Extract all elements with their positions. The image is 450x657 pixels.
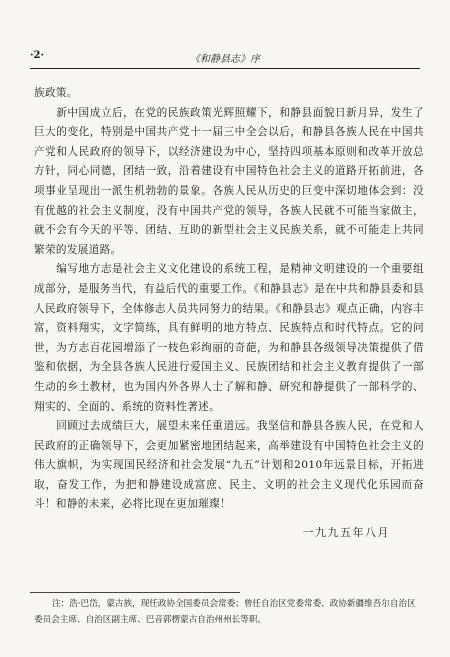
header-rule — [30, 68, 420, 69]
footnote-rule — [30, 592, 240, 593]
footnote-text: 注：浩·巴岱，蒙古族，现任政协全国委员会常委；曾任自治区党委常委、政协新疆维吾尔自治区委员会主席、自治区副主席、巴音郭楞蒙古自治州州长等职。 — [34, 599, 416, 625]
signature-date: 一九九五年八月 — [302, 526, 390, 539]
page-header — [30, 50, 420, 66]
preface-body — [34, 84, 424, 515]
footnote — [34, 597, 424, 628]
running-title: 《和静县志》序 — [190, 54, 260, 65]
paragraph: 回顾过去成绩巨大，展望未来任重道远。我坚信和静县各族人民，在党和人民政府的正确领导下，会更加紧密地团结起来，高举建设有中国特色社会主义的伟大旗帜，为实现国民经济和社会发展“九五”计划和2010年远景目标，开拓进取，奋发工作，为把和静建设成富庶、民主、文明的社会主义现代化乐园而奋斗！和静的未来，必将比现在更加璀璨！ — [34, 420, 424, 511]
paragraph-continuation: 族政策。 — [34, 87, 78, 99]
paragraph: 编写地方志是社会主义文化建设的系统工程，是精神文明建设的一个重要组成部分，是服务当代，有益后代的重要工作。《和静县志》是在中共和静县委和县人民政府领导下，全体修志人员共同努力的结果。《和静县志》观点正确，内容丰富，资料翔实，文字简练，具有鲜明的地方特点、民族特点和时代特点。它的问世，为方志百花园增添了一枝色彩绚丽的奇葩，为和静县各级领导决策提供了借鉴和依据，为全县各族人民进行爱国主义、民族团结和社会主义教育提供了一部生动的乡土教材，也为国内外各界人士了解和静、研究和静提供了一部科学的、翔实的、全面的、系统的资料性著述。 — [34, 263, 424, 413]
page-number: ·2· — [30, 50, 44, 61]
paragraph: 新中国成立后，在党的民族政策光辉照耀下，和静县面貌日新月异，发生了巨大的变化，特别是中国共产党十一届三中全会以后，和静县各族人民在中国共产党和人民政府的领导下，以经济建设为中心，坚持四项基本原则和改革开放总方针，同心同德，团结一致，沿着建设有中国特色社会主义的道路开拓前进，各项事业呈现出一派生机勃勃的景象。各族人民从历史的巨变中深切地体会到：没有优越的社会主义制度，没有中国共产党的领导，各族人民就不可能当家做主，就不会有今天的平等、团结、互助的新型社会主义民族关系，就不可能走上共同繁荣的发展道路。 — [34, 106, 424, 256]
